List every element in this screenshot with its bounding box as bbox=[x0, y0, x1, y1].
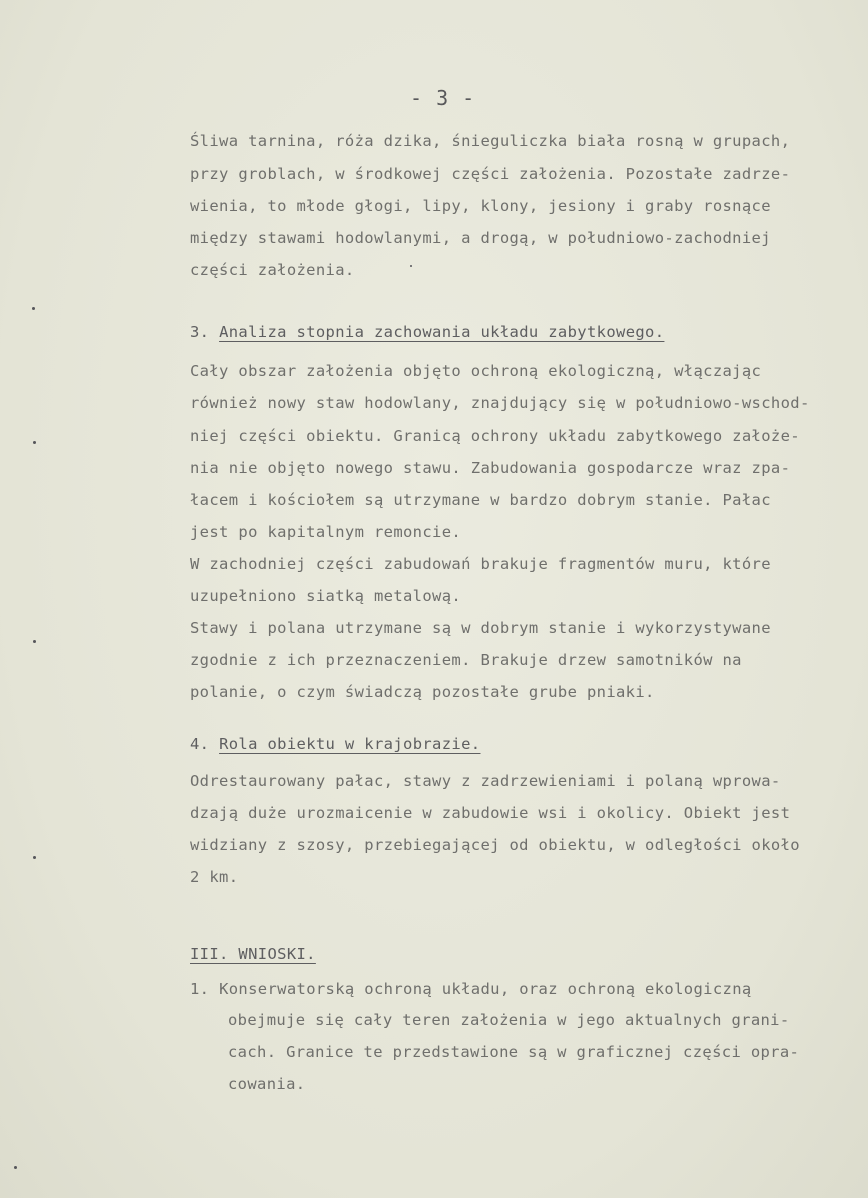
section-4-title: Rola obiektu w krajobrazie. bbox=[219, 735, 481, 753]
section-3-line: Stawy i polana utrzymane są w dobrym stanie i wykorzystywane bbox=[190, 619, 771, 637]
section-3-line: uzupełniono siatką metalową. bbox=[190, 587, 462, 605]
section-III-item-1-line: 1. Konserwatorską ochroną układu, oraz ochroną ekologiczną bbox=[190, 980, 752, 998]
section-3-line: W zachodniej części zabudowań brakuje fragmentów muru, które bbox=[190, 555, 771, 573]
paragraph-1-line: Śliwa tarnina, róża dzika, śnieguliczka biała rosną w grupach, bbox=[190, 132, 791, 150]
section-3-line: nia nie objęto nowego stawu. Zabudowania gospodarcze wraz zpa- bbox=[190, 459, 791, 477]
section-III-item-1-line: obejmuje się cały teren założenia w jego aktualnych grani- bbox=[228, 1011, 790, 1029]
paper-speck bbox=[32, 307, 35, 310]
paper-speck bbox=[410, 265, 412, 267]
section-III-item-1-line: cowania. bbox=[228, 1075, 306, 1093]
paper-speck bbox=[33, 856, 36, 859]
section-4-line: widziany z szosy, przebiegającej od obiektu, w odległości około bbox=[190, 836, 800, 854]
paragraph-1-line: między stawami hodowlanymi, a drogą, w południowo-zachodniej bbox=[190, 229, 771, 247]
paper-speck bbox=[33, 640, 36, 643]
page-number: - 3 - bbox=[410, 86, 476, 110]
section-3-line: jest po kapitalnym remoncie. bbox=[190, 523, 462, 541]
section-III-item-1-line: cach. Granice te przedstawione są w graficznej części opra- bbox=[228, 1043, 800, 1061]
paper-speck bbox=[14, 1166, 17, 1169]
section-3-line: zgodnie z ich przeznaczeniem. Brakuje drzew samotników na bbox=[190, 651, 742, 669]
section-3-title: Analiza stopnia zachowania układu zabytkowego. bbox=[219, 323, 665, 341]
section-4-heading bbox=[190, 735, 480, 753]
section-III-item-number: 1. bbox=[190, 980, 210, 998]
section-3-number: 3. bbox=[190, 323, 210, 341]
section-3-line: również nowy staw hodowlany, znajdujący się w południowo-wschod- bbox=[190, 394, 810, 412]
section-4-number: 4. bbox=[190, 735, 210, 753]
section-4-line: dzają duże urozmaicenie w zabudowie wsi i okolicy. Obiekt jest bbox=[190, 804, 791, 822]
section-3-line: niej części obiektu. Granicą ochrony układu zabytkowego założe- bbox=[190, 427, 800, 445]
section-3-line: łacem i kościołem są utrzymane w bardzo dobrym stanie. Pałac bbox=[190, 491, 771, 509]
section-4-line: 2 km. bbox=[190, 868, 239, 886]
paragraph-1-line: części założenia. bbox=[190, 261, 355, 279]
paragraph-1-line: przy groblach, w środkowej części założenia. Pozostałe zadrze- bbox=[190, 165, 791, 183]
section-3-line: polanie, o czym świadczą pozostałe grube pniaki. bbox=[190, 683, 655, 701]
section-III-heading: III. WNIOSKI. bbox=[190, 945, 316, 963]
paragraph-1-line: wienia, to młode głogi, lipy, klony, jesiony i graby rosnące bbox=[190, 197, 771, 215]
section-3-heading bbox=[190, 323, 664, 341]
section-3-line: Cały obszar założenia objęto ochroną ekologiczną, włączając bbox=[190, 362, 762, 380]
section-4-line: Odrestaurowany pałac, stawy z zadrzewieniami i polaną wprowa- bbox=[190, 772, 781, 790]
paper-speck bbox=[33, 441, 36, 444]
